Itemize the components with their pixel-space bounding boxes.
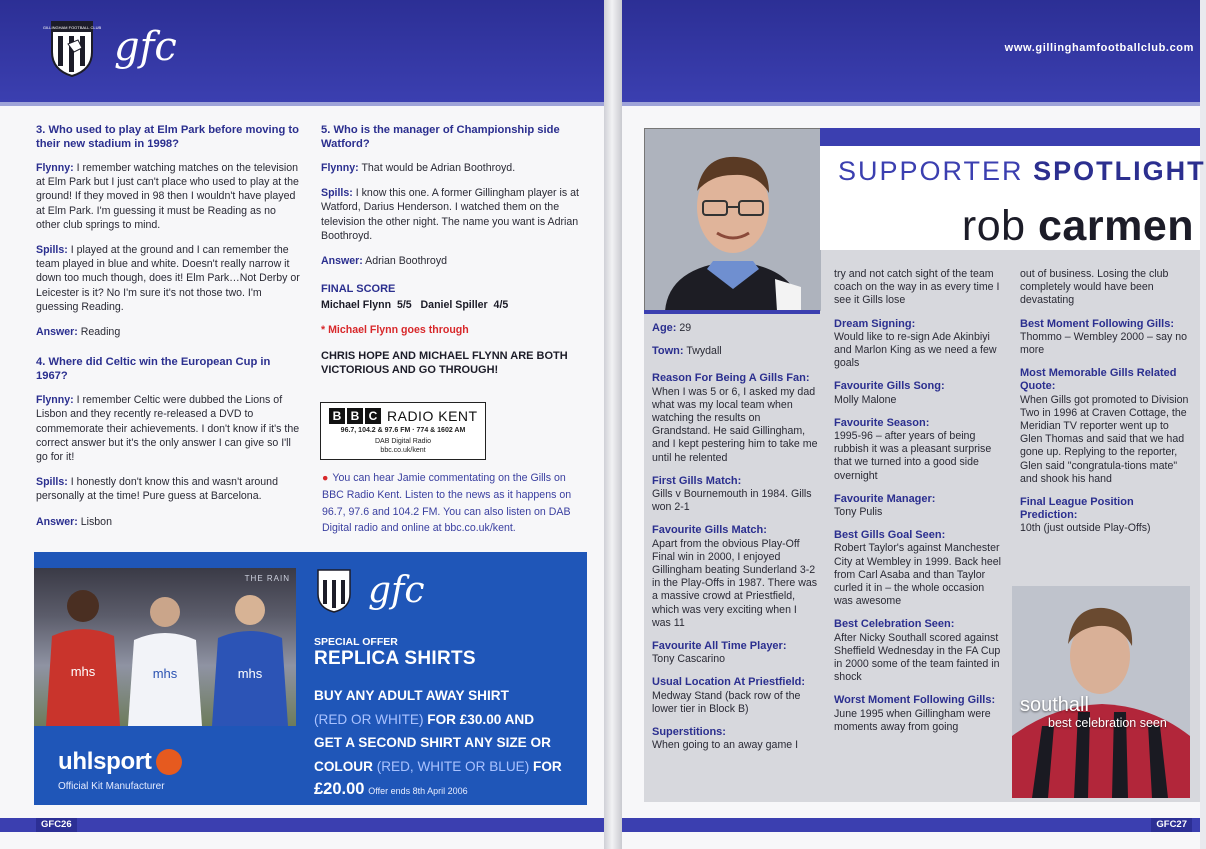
q3-answer [36, 325, 302, 339]
footer-band-right [612, 818, 1200, 832]
field-dream-signing [834, 318, 1004, 371]
page-gutter [604, 0, 622, 849]
question-5: 5. Who is the manager of Championship side Watford? [321, 124, 560, 150]
club-website-url: www.gillinghamfootballclub.com [1004, 42, 1194, 54]
q4-flynny-text: I remember Celtic were dubbed the Lions of Lisbon and they recently re-released a DVD to commemorate their achievements. I don't know if it's the correct answer but it's the only answer I can give so I'll go for it! [36, 394, 300, 464]
offer-line-d [314, 755, 584, 779]
field-league-prediction [1020, 496, 1192, 536]
players-photo [34, 568, 296, 726]
uhlsport-logo [58, 748, 182, 776]
stand-text: THE RAIN [244, 574, 290, 583]
victors-note: CHRIS HOPE AND MICHAEL FLYNN ARE BOTH VICTORIOUS AND GO THROUGH! [321, 349, 568, 376]
header-rule [0, 102, 612, 106]
field-label: Favourite Gills Song: [834, 380, 945, 393]
q3-spills-text: I played at the ground and I can remember the team played in blue and white. Doesn't really narrow it down too much though, does it! Elm Park…Not Derby or Leicester is it? No I'm sure it's not those two. I'm guessing Reading. [36, 244, 300, 313]
q5-spills [321, 186, 591, 243]
field-label: Age: [652, 322, 677, 334]
gfc-logo-text: gfc [114, 24, 177, 70]
offer-price-line [314, 778, 584, 804]
spotlight-column-3 [1020, 268, 1192, 546]
field-value: Robert Taylor's against Manchester City at Wembley in 1999. Back heel from Carl Asaba and than Taylor curled it in – the whole occasion was awesome [834, 542, 1002, 608]
player1-score: 5/5 [396, 299, 412, 312]
field-favourite-song [834, 380, 1004, 406]
southall-photo [1012, 586, 1190, 798]
final-score-title: FINAL SCORE [321, 283, 396, 296]
radio-frequencies: 96.7, 104.2 & 97.6 FM · 774 & 1602 AM [340, 427, 466, 434]
field-label: Favourite Gills Match: [652, 524, 767, 537]
field-age [652, 322, 818, 335]
offer-line-d-light: (RED, WHITE OR BLUE) [376, 758, 530, 774]
field-town [652, 345, 818, 358]
southall-portrait-icon [1012, 586, 1190, 798]
field-label: Most Memorable Gills Related Quote: [1020, 367, 1177, 393]
field-label: First Gills Match: [652, 474, 742, 487]
answer-label: Answer: [36, 326, 78, 339]
player1-name: Michael Flynn [321, 299, 392, 312]
field-value: Apart from the obvious Play-Off Final win in 2000, I enjoyed Gillingham beating Sunderland 3-2 in the Play-Offs in 1987. There was a massive crowd at Priestfield, which was very exciting when I was 11 [652, 537, 818, 629]
field-label: Usual Location At Priestfield: [652, 676, 806, 689]
ad-club-crest-icon [316, 568, 352, 614]
bbc-letter-3: C [365, 408, 381, 424]
field-favourite-season [834, 417, 1004, 483]
flynny-label: Flynny: [36, 394, 74, 407]
supporter-name [962, 202, 1194, 251]
replica-shirts-advert [34, 552, 587, 805]
field-value: When Gills got promoted to Division Two in 1996 at Craven Cottage, the Meridian TV reporter went up to Glen Thomas and said that we had gone up. Replying to the reporter, Glen said "congratula-tions mate" and shook his hand [1020, 393, 1189, 485]
field-label: Favourite Manager: [834, 492, 936, 505]
q5-spills-text: I know this one. A former Gillingham player is at Watford, Darius Henderson. I watched them on the television the other night. The name you want is Adrian Boothroyd. [321, 187, 579, 242]
bbc-radio-kent-logo [320, 402, 486, 460]
replica-shirts-title: REPLICA SHIRTS [314, 648, 476, 669]
photo-caption-name: southall [1020, 694, 1089, 716]
field-superstitions [652, 726, 818, 752]
q4-answer-text: Lisbon [80, 515, 112, 528]
flynny-label: Flynny: [36, 162, 74, 174]
field-value: Medway Stand (back row of the lower tier in Block B) [652, 689, 801, 715]
field-favourite-match [652, 524, 818, 630]
spotlight-column-2 [834, 268, 1004, 744]
field-value: 1995-96 – after years of being rubbish it was a pleasant surprise that we turned into a good side overnight [834, 430, 992, 482]
field-value: Twydall [686, 345, 722, 358]
supporter-portrait-icon [645, 129, 821, 311]
offer-line-b [314, 708, 584, 732]
radio-note-text: You can hear Jamie commentating on the Gills on BBC Radio Kent. Listen to the news as it happens on 96.7, 97.6 and 104.2 FM. You can also listen on DAB Digital radio and online at bbc.co.uk/kent. [322, 472, 572, 535]
crest-text: GILLINGHAM FOOTBALL CLUB [42, 25, 102, 30]
page-number-right: GFC27 [1151, 818, 1192, 832]
kit-manufacturer: Official Kit Manufacturer [58, 781, 165, 792]
q3-flynny [36, 161, 302, 232]
ad-gfc-logo-icon [366, 566, 444, 616]
spotlight-title-light: SUPPORTER [838, 156, 1024, 186]
field-memorable-quote [1020, 367, 1192, 486]
field-label: Town: [652, 345, 684, 358]
field-label: Reason For Being A Gills Fan: [652, 372, 810, 385]
field-label: Best Gills Goal Seen: [834, 529, 946, 542]
radio-note [322, 470, 590, 537]
offer-expiry: Offer ends 8th April 2006 [368, 786, 468, 796]
special-offer-label: SPECIAL OFFER [314, 636, 398, 648]
q5-flynny [321, 161, 591, 175]
spotlight-topline [820, 128, 1200, 146]
radio-logo-row [329, 407, 478, 425]
field-value: Molly Malone [834, 393, 897, 406]
gfc-logo-icon [110, 22, 200, 74]
uhlsport-emblem-icon [156, 749, 182, 775]
field-value: Gills v Bournemouth in 1984. Gills won 2-1 [652, 488, 812, 514]
radio-dab [325, 437, 481, 455]
player-white-shirt-icon [122, 590, 208, 726]
worst-moment-continued: out of business. Losing the club completely would have been devastating [1020, 268, 1169, 307]
radio-name: RADIO KENT [387, 408, 478, 424]
player2-score: 4/5 [493, 299, 509, 312]
spotlight-header [820, 128, 1206, 250]
radio-web: bbc.co.uk/kent [380, 447, 426, 454]
flynny-label: Flynny: [321, 162, 359, 174]
answer-label: Answer: [321, 255, 363, 268]
goes-through-note: * Michael Flynn goes through [321, 323, 469, 336]
field-value: When I was 5 or 6, I asked my dad what was my local team when watching the results on Grandstand. He said Gillingham, and I kept pestering him to take me until he relented [652, 385, 818, 464]
field-value: After Nicky Southall scored against Sheffield Wednesday in the FA Cup in 2000 some of the team fainted in shock [834, 631, 1001, 684]
q4-spills [36, 475, 302, 503]
spills-label: Spills: [321, 187, 353, 200]
photo-underline [644, 310, 820, 314]
supporter-last-name: carmen [1038, 202, 1194, 250]
player-red-shirt-icon [38, 584, 128, 726]
final-score-row [321, 298, 591, 312]
player2-name: Daniel Spiller [420, 299, 488, 312]
header-rule-right [612, 102, 1200, 106]
photo-caption: best celebration seen [1048, 716, 1167, 730]
q5-answer-text: Adrian Boothroyd [365, 255, 448, 268]
question-4: 4. Where did Celtic win the European Cup in 1967? [36, 356, 271, 383]
field-worst-moment [834, 694, 1004, 734]
q4-answer [36, 515, 302, 529]
footer-band-left [0, 818, 612, 832]
field-label: Superstitions: [652, 726, 726, 739]
club-crest-icon [42, 18, 102, 78]
field-label: Favourite All Time Player: [652, 640, 787, 653]
field-value: Would like to re-sign Ade Akinbiyi and Marlon King as we need a few goals [834, 330, 997, 370]
offer-line-b-bold: FOR £30.00 AND [427, 711, 535, 727]
field-value: 29 [679, 322, 692, 334]
offer-line-a: BUY ANY ADULT AWAY SHIRT [314, 688, 509, 703]
spills-label: Spills: [36, 476, 68, 489]
answer-label: Answer: [36, 515, 78, 528]
player-blue-shirt-icon [206, 588, 294, 726]
supporter-photo [644, 128, 820, 310]
spotlight-title-bold: SPOTLIGHT [1033, 156, 1206, 186]
field-value: Thommo – Wembley 2000 – say no more [1020, 330, 1188, 357]
sponsor-text-1: mhs [70, 664, 96, 679]
field-best-moment [1020, 318, 1192, 358]
q4-flynny [36, 393, 302, 464]
sponsor-text-2: mhs [152, 666, 178, 681]
superstitions-continued: try and not catch sight of the team coach on the way in as every time I see it Gills lose [834, 268, 1000, 307]
q5-flynny-text: That would be Adrian Boothroyd. [361, 162, 516, 174]
field-best-celebration [834, 618, 1004, 684]
offer-line-b-light: (RED OR WHITE) [314, 711, 424, 727]
quiz-column-1 [36, 123, 302, 540]
q3-answer-text: Reading [80, 326, 121, 339]
q3-spills [36, 243, 302, 314]
spotlight-title [838, 156, 1206, 187]
bullet-icon: ● [322, 472, 329, 484]
field-label: Best Celebration Seen: [834, 618, 955, 631]
q3-flynny-text: I remember watching matches on the television at Elm Park but I just can't place who used to play at the ground! If they moved in 98 then I wouldn't have played at Elm Park. I'm guessing it must be Reading as no other club springs to mind. [36, 162, 299, 231]
field-favourite-player [652, 640, 818, 666]
supporter-first-name: rob [961, 202, 1026, 250]
quiz-column-2 [321, 123, 591, 377]
uhlsport-branding [58, 748, 182, 792]
sponsor-text-3: mhs [237, 666, 263, 681]
question-3: 3. Who used to play at Elm Park before moving to their new stadium in 1998? [36, 124, 299, 150]
spotlight-column-1 [652, 322, 818, 762]
field-first-match [652, 475, 818, 515]
bbc-letter-1: B [329, 408, 345, 424]
field-label: Best Moment Following Gills: [1020, 317, 1174, 330]
field-value: 10th (just outside Play-Offs) [1020, 522, 1151, 535]
field-reason [652, 372, 818, 464]
field-value: Tony Pulis [834, 506, 883, 519]
field-best-goal [834, 529, 1004, 608]
q5-answer [321, 254, 591, 268]
field-value: June 1995 when Gillingham were moments away from going [834, 707, 991, 733]
field-usual-location [652, 676, 818, 716]
field-value: Tony Cascarino [652, 653, 726, 666]
spills-label: Spills: [36, 244, 68, 257]
q4-spills-text: I honestly don't know this and wasn't around personally at the time! Pure guess at Barcelona. [36, 476, 278, 503]
uhlsport-name: uhlsport [58, 748, 152, 775]
offer-line-d-bold: COLOUR [314, 758, 373, 774]
offer-price: £20.00 [314, 780, 365, 798]
field-label: Final League Position Prediction: [1020, 496, 1134, 522]
offer-line-c: GET A SECOND SHIRT ANY SIZE OR [314, 735, 551, 750]
bbc-letter-2: B [347, 408, 363, 424]
page-number-left: GFC26 [36, 818, 77, 832]
offer-text [314, 684, 584, 804]
radio-dab-text: DAB Digital Radio [374, 438, 432, 445]
field-label: Worst Moment Following Gills: [834, 694, 996, 707]
field-value: When going to an away game I [652, 739, 799, 752]
page-gfc27 [612, 0, 1206, 849]
field-favourite-manager [834, 493, 1004, 519]
field-label: Favourite Season: [834, 416, 930, 429]
ad-gfc-logo-text: gfc [368, 570, 425, 611]
offer-line-d-end: FOR [533, 758, 562, 774]
field-label: Dream Signing: [834, 317, 916, 330]
